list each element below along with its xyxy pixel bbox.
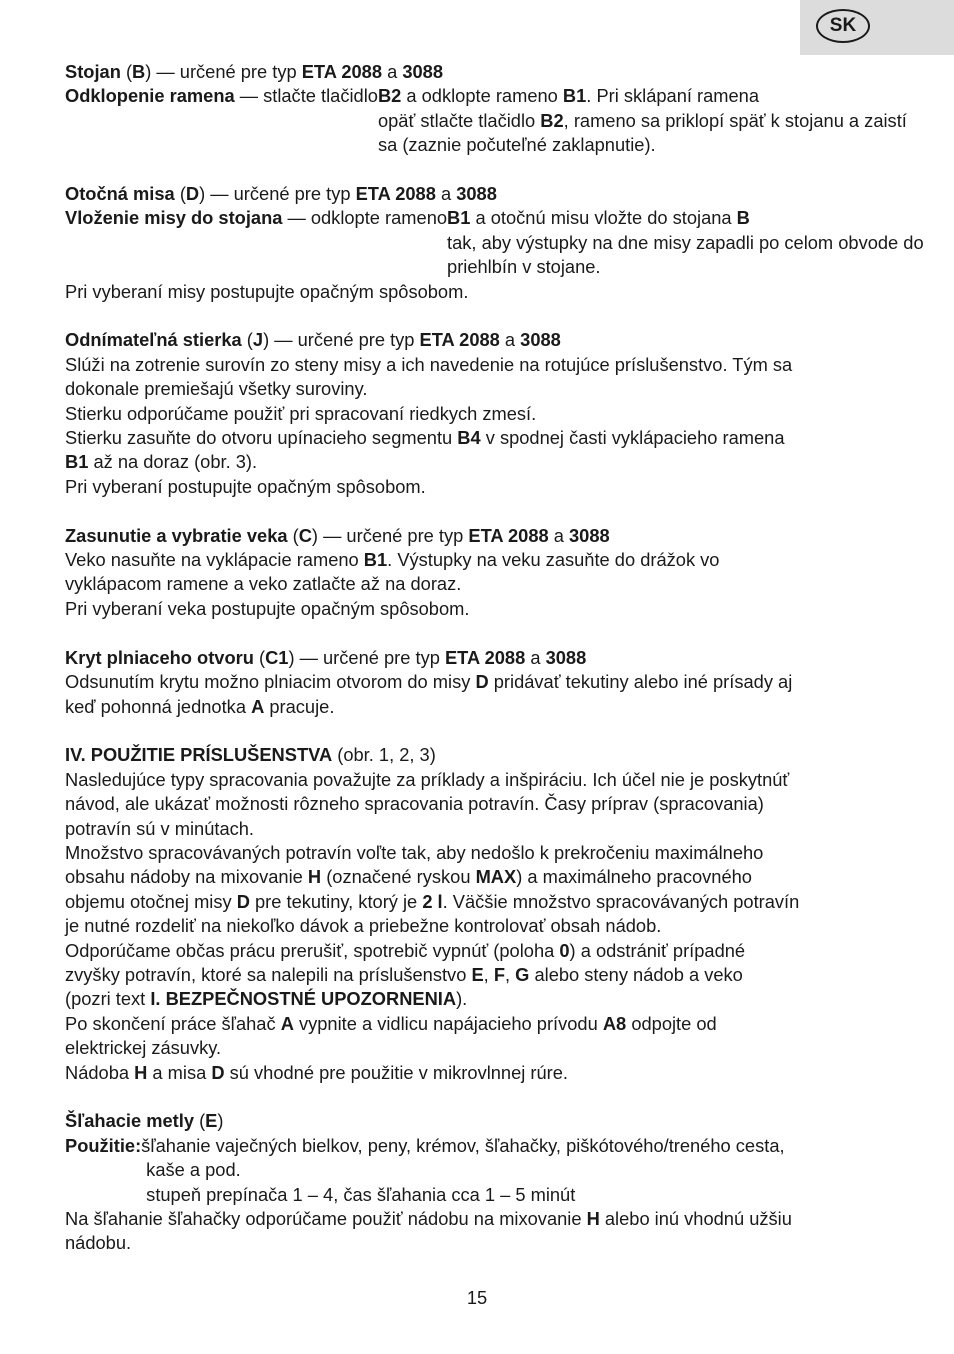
odklopenie-ramena: Odklopenie ramena — stlačte tlačidlo B2 a odklopte rameno B1. Pri sklápaní ramena opäť stlačte tlačidlo B2, rameno sa priklopí späť k stojanu a zaistí sa (zaznie počuteľné zaklapnutie). xyxy=(65,85,907,156)
section-heading-iv: IV. POUŽITIE PRÍSLUŠENSTVA (obr. 1, 2, 3) xyxy=(65,744,436,766)
heading-veko: Zasunutie a vybratie veka (C) — určené pre typ ETA 2088 a 3088 xyxy=(65,524,610,546)
paragraph: objemu otočnej misy D pre tekutiny, ktorý je 2 l. Väčšie množstvo spracovávaných potravín xyxy=(65,890,800,912)
paragraph: Odsunutím krytu možno plniacim otvorom do misy D pridávať tekutiny alebo iné prísady aj xyxy=(65,671,793,693)
paragraph: zvyšky potravín, ktoré sa nalepili na príslušenstvo E, F, G alebo steny nádob a veko xyxy=(65,963,743,985)
paragraph: Pri vyberaní misy postupujte opačným spôsobom. xyxy=(65,280,469,302)
language-badge: SK xyxy=(816,9,870,43)
pouzitie: Použitie: šľahanie vaječných bielkov, peny, krémov, šľahačky, piškótového/treného cesta, kaše a pod. stupeň prepínača 1 – 4, čas šľahania cca 1 – 5 minút xyxy=(65,1134,785,1205)
paragraph: B1 až na doraz (obr. 3). xyxy=(65,451,258,473)
paragraph: Na šľahanie šľahačky odporúčame použiť nádobu na mixovanie H alebo inú vhodnú užšiu xyxy=(65,1208,792,1229)
paragraph: dokonale premiešajú všetky suroviny. xyxy=(65,378,368,400)
paragraph: Stierku zasuňte do otvoru upínacieho segmentu B4 v spodnej časti vyklápacieho ramena xyxy=(65,427,785,449)
paragraph: nádobu. xyxy=(65,1232,132,1254)
paragraph: vyklápacom ramene a veko zatlačte až na doraz. xyxy=(65,573,462,595)
paragraph: Nádoba H a misa D sú vhodné pre použitie v mikrovlnnej rúre. xyxy=(65,1061,568,1083)
paragraph: Slúži na zotrenie surovín zo steny misy a ich navedenie na rotujúce príslušenstvo. Tým sa xyxy=(65,353,793,375)
paragraph: Veko nasuňte na vyklápacie rameno B1. Výstupky na veku zasuňte do drážok vo xyxy=(65,549,720,571)
paragraph: potravín sú v minútach. xyxy=(65,817,254,839)
heading-slahacie-metly: Šľahacie metly (E) xyxy=(65,1110,224,1132)
heading-kryt: Kryt plniaceho otvoru (C1) — určené pre typ ETA 2088 a 3088 xyxy=(65,646,587,668)
paragraph: Pri vyberaní veka postupujte opačným spôsobom. xyxy=(65,597,470,619)
language-tab xyxy=(800,0,954,55)
paragraph: (pozri text I. BEZPEČNOSTNÉ UPOZORNENIA). xyxy=(65,988,468,1010)
paragraph: je nutné rozdeliť na niekoľko dávok a priebežne kontrolovať obsah nádob. xyxy=(65,915,662,937)
paragraph: Odporúčame občas prácu prerušiť, spotrebič vypnúť (poloha 0) a odstrániť prípadné xyxy=(65,939,746,961)
paragraph: elektrickej zásuvky. xyxy=(65,1037,222,1059)
page-number: 15 xyxy=(466,1287,488,1308)
page-content xyxy=(65,60,924,1256)
heading-stierka: Odnímateľná stierka (J) — určené pre typ ETA 2088 a 3088 xyxy=(65,329,561,351)
heading-stojan: Stojan (B) — určené pre typ ETA 2088 a 3088 xyxy=(65,61,444,82)
vlozenie-misy: Vloženie misy do stojana — odklopte rameno B1 a otočnú misu vložte do stojana B tak, aby výstupky na dne misy zapadli po celom obvode do priehlbín v stojane. xyxy=(65,207,924,278)
paragraph: keď pohonná jednotka A pracuje. xyxy=(65,695,335,717)
paragraph: Množstvo spracovávaných potravín voľte tak, aby nedošlo k prekročeniu maximálneho xyxy=(65,841,764,863)
paragraph: Po skončení práce šľahač A vypnite a vidlicu napájacieho prívodu A8 odpojte od xyxy=(65,1012,717,1034)
paragraph: Stierku odporúčame použiť pri spracovaní riedkych zmesí. xyxy=(65,402,537,424)
paragraph: návod, ale ukázať možnosti rôzneho spracovania potravín. Časy príprav (spracovania) xyxy=(65,793,764,815)
heading-otocna-misa: Otočná misa (D) — určené pre typ ETA 2088 a 3088 xyxy=(65,183,497,205)
paragraph: Pri vyberaní postupujte opačným spôsobom. xyxy=(65,475,426,497)
paragraph: Nasledujúce typy spracovania považujte za príklady a inšpiráciu. Ich účel nie je poskytnúť xyxy=(65,768,790,790)
paragraph: obsahu nádoby na mixovanie H (označené ryskou MAX) a maximálneho pracovného xyxy=(65,866,752,888)
